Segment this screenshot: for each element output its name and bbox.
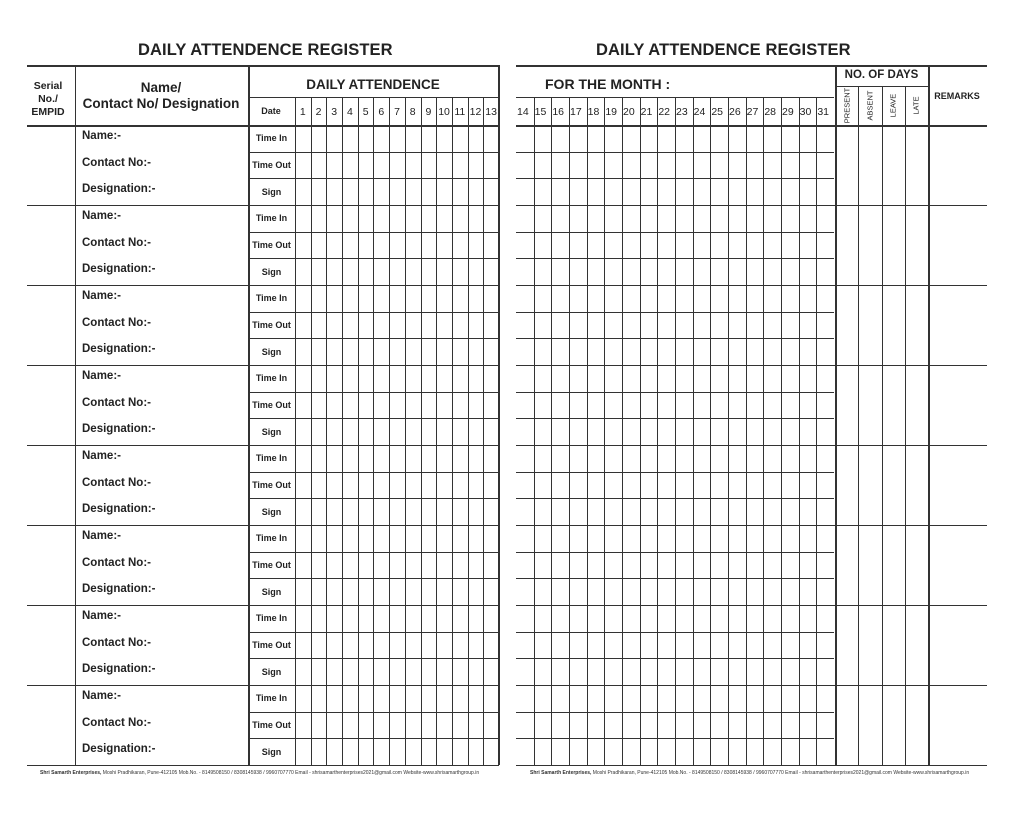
day-header-28: 28 (764, 106, 776, 118)
sub-row-line (516, 472, 834, 473)
day-header-1: 1 (299, 106, 306, 118)
day-column-line (405, 97, 406, 765)
employee-block-border (516, 445, 987, 446)
time-out-label: Time Out (252, 400, 291, 410)
sub-row-line (516, 738, 834, 739)
day-column-line (675, 97, 676, 765)
time-in-label: Time In (255, 613, 288, 624)
day-column-line (421, 97, 422, 765)
designation-field-label: Designation:- (82, 583, 156, 596)
right-footer-company: Shri Samarth Enterprises, (530, 770, 592, 776)
sub-row-line (248, 658, 499, 659)
employee-block-border (27, 445, 499, 446)
day-column-line (728, 97, 729, 765)
contact-field-label: Contact No:- (82, 716, 151, 729)
summary-left-border (835, 65, 837, 765)
month-label: FOR THE MONTH : (545, 76, 671, 92)
day-header-25: 25 (711, 106, 723, 118)
employee-block-border (516, 365, 987, 366)
name-column-divider (248, 65, 250, 765)
employee-block-border (516, 205, 987, 206)
day-header-9: 9 (425, 106, 432, 118)
left-page-title: DAILY ATTENDENCE REGISTER (138, 41, 393, 59)
contact-field-label: Contact No:- (82, 316, 151, 329)
left-footer-company: Shri Samarth Enterprises, (40, 770, 102, 776)
sub-row-line (516, 632, 834, 633)
contact-field-label: Contact No:- (82, 476, 151, 489)
time-in-label: Time In (255, 373, 288, 384)
day-header-5: 5 (362, 106, 369, 118)
employee-block-border (27, 285, 499, 286)
time-in-label: Time In (255, 693, 288, 704)
sub-row-line (516, 392, 834, 393)
sign-label: Sign (261, 426, 282, 437)
day-column-line (358, 97, 359, 765)
left-footer-text: Moshi Pradhikaran, Pune-412105 Mob.No. - 8149508150 / 8308145938 / 9960707770 Email - shrisamarthenterprises2021@gmail.com Website-www.shrisamarthgroup.in (101, 770, 480, 776)
day-column-line (326, 97, 327, 765)
date-header: Date (261, 106, 281, 116)
designation-field-label: Designation:- (82, 423, 156, 436)
day-column-line (551, 97, 552, 765)
date-column-divider (295, 97, 296, 765)
sign-label: Sign (261, 186, 282, 197)
day-column-line (468, 97, 469, 765)
day-column-line (763, 97, 764, 765)
employee-block-border (27, 685, 499, 686)
summary-header-leave: LEAVE (888, 93, 898, 118)
day-column-line (604, 97, 605, 765)
sub-row-line (248, 232, 499, 233)
contact-field-label: Contact No:- (82, 156, 151, 169)
contact-field-label: Contact No:- (82, 396, 151, 409)
contact-field-label: Contact No:- (82, 556, 151, 569)
sub-row-line (248, 552, 499, 553)
name-field-label: Name:- (82, 130, 121, 142)
serial-header-line-3: EMPID (31, 106, 65, 118)
sub-row-line (516, 552, 834, 553)
employee-block-border (27, 205, 499, 206)
time-out-label: Time Out (252, 480, 291, 490)
serial-header-line-1: Serial (33, 80, 63, 92)
name-field-label: Name:- (82, 530, 121, 542)
summary-header-present: PRESENT (842, 87, 852, 124)
day-column-line (746, 97, 747, 765)
day-column-line (710, 97, 711, 765)
day-header-19: 19 (605, 106, 617, 118)
designation-field-label: Designation:- (82, 663, 156, 676)
sub-row-line (248, 152, 499, 153)
day-header-22: 22 (658, 106, 670, 118)
left-body-top-border (27, 125, 499, 127)
sign-label: Sign (261, 346, 282, 357)
designation-field-label: Designation:- (82, 183, 156, 196)
sub-row-line (516, 658, 834, 659)
name-field-label: Name:- (82, 610, 121, 622)
sub-row-line (248, 178, 499, 179)
employee-block-border (27, 365, 499, 366)
sign-label: Sign (261, 586, 282, 597)
day-header-24: 24 (693, 106, 706, 118)
no-of-days-header: NO. OF DAYS (844, 69, 919, 81)
day-header-29: 29 (781, 106, 794, 118)
sub-row-line (248, 738, 499, 739)
sub-row-line (516, 578, 834, 579)
day-header-12: 12 (469, 106, 482, 118)
name-field-label: Name:- (82, 450, 121, 462)
right-table-top-border (516, 65, 987, 67)
day-header-31: 31 (817, 106, 829, 118)
name-header (75, 80, 247, 112)
sub-row-line (248, 712, 499, 713)
summary-column-line (905, 86, 906, 765)
designation-field-label: Designation:- (82, 743, 156, 756)
time-in-label: Time In (255, 453, 288, 464)
time-in-label: Time In (255, 533, 288, 544)
day-header-8: 8 (409, 106, 416, 118)
name-field-label: Name:- (82, 210, 121, 222)
daily-attendance-header: DAILY ATTENDENCE (306, 77, 440, 92)
sub-row-line (516, 312, 834, 313)
day-column-line (816, 97, 817, 765)
day-header-30: 30 (799, 106, 812, 118)
name-header-line-1: Name/ (140, 80, 182, 95)
serial-column-divider (75, 65, 76, 765)
summary-header-absent: ABSENT (865, 90, 875, 121)
sign-label: Sign (261, 266, 282, 277)
day-column-line (534, 97, 535, 765)
day-column-line (373, 97, 374, 765)
day-header-27: 27 (746, 106, 759, 118)
name-field-label: Name:- (82, 370, 121, 382)
serial-header (25, 80, 71, 119)
day-header-14: 14 (516, 106, 529, 118)
time-out-label: Time Out (252, 160, 291, 170)
left-table-top-border (27, 65, 499, 67)
summary-header-late: LATE (911, 96, 921, 115)
time-in-label: Time In (255, 293, 288, 304)
sub-row-line (248, 312, 499, 313)
designation-field-label: Designation:- (82, 503, 156, 516)
remarks-left-border (928, 65, 930, 765)
remarks-header: REMARKS (934, 91, 980, 101)
contact-field-label: Contact No:- (82, 236, 151, 249)
sub-row-line (516, 712, 834, 713)
sub-row-line (248, 472, 499, 473)
employee-block-border (27, 605, 499, 606)
serial-header-line-2: No./ (38, 93, 58, 105)
day-header-4: 4 (346, 106, 353, 118)
day-header-3: 3 (331, 106, 338, 118)
day-column-line (342, 97, 343, 765)
employee-block-border (516, 285, 987, 286)
summary-column-line (882, 86, 883, 765)
time-in-label: Time In (255, 133, 288, 144)
time-out-label: Time Out (252, 320, 291, 330)
sub-row-line (516, 152, 834, 153)
summary-column-line (858, 86, 859, 765)
sub-row-line (248, 632, 499, 633)
day-column-line (452, 97, 453, 765)
sub-row-line (516, 338, 834, 339)
day-header-21: 21 (640, 106, 653, 118)
day-header-6: 6 (378, 106, 385, 118)
day-column-line (657, 97, 658, 765)
name-field-label: Name:- (82, 690, 121, 702)
time-out-label: Time Out (252, 240, 291, 250)
sub-row-line (516, 178, 834, 179)
right-footer-text: Moshi Pradhikaran, Pune-412105 Mob.No. - 8149508150 / 8308145938 / 9960707770 Email - shrisamarthenterprises2021@gmail.com Website-www.shrisamarthgroup.in (591, 770, 970, 776)
day-header-20: 20 (622, 106, 635, 118)
sub-row-line (248, 578, 499, 579)
day-header-23: 23 (675, 106, 688, 118)
sign-label: Sign (261, 666, 282, 677)
time-out-label: Time Out (252, 720, 291, 730)
sub-row-line (248, 498, 499, 499)
name-header-line-2: Contact No/ Designation (82, 96, 240, 111)
day-header-15: 15 (534, 106, 547, 118)
day-header-13: 13 (485, 106, 497, 118)
sub-row-line (516, 418, 834, 419)
day-column-line (587, 97, 588, 765)
day-header-26: 26 (728, 106, 741, 118)
sub-row-line (516, 258, 834, 259)
day-header-16: 16 (552, 106, 564, 118)
day-column-line (483, 97, 484, 765)
sub-row-line (516, 498, 834, 499)
day-header-18: 18 (587, 106, 600, 118)
employee-block-border (516, 685, 987, 686)
day-column-line (569, 97, 570, 765)
left-footer (40, 770, 479, 776)
employee-block-border (516, 765, 987, 766)
employee-block-border (516, 605, 987, 606)
sign-label: Sign (261, 746, 282, 757)
day-header-11: 11 (454, 106, 466, 118)
time-out-label: Time Out (252, 640, 291, 650)
day-column-line (781, 97, 782, 765)
left-table-right-border (498, 65, 500, 765)
sub-row-line (248, 418, 499, 419)
right-page-title: DAILY ATTENDENCE REGISTER (596, 41, 851, 59)
employee-block-border (27, 525, 499, 526)
day-header-2: 2 (315, 106, 322, 118)
day-column-line (436, 97, 437, 765)
time-out-label: Time Out (252, 560, 291, 570)
employee-block-border (516, 525, 987, 526)
day-header-17: 17 (569, 106, 582, 118)
time-in-label: Time In (255, 213, 288, 224)
sub-row-line (248, 258, 499, 259)
day-column-line (640, 97, 641, 765)
right-footer (530, 770, 969, 776)
day-header-10: 10 (438, 106, 450, 118)
sign-label: Sign (261, 506, 282, 517)
contact-field-label: Contact No:- (82, 636, 151, 649)
name-field-label: Name:- (82, 290, 121, 302)
sub-row-line (516, 232, 834, 233)
sub-row-line (248, 338, 499, 339)
designation-field-label: Designation:- (82, 263, 156, 276)
sub-row-line (248, 392, 499, 393)
day-column-line (693, 97, 694, 765)
day-column-line (389, 97, 390, 765)
employee-block-border (27, 765, 499, 766)
day-column-line (799, 97, 800, 765)
designation-field-label: Designation:- (82, 343, 156, 356)
day-column-line (311, 97, 312, 765)
day-header-7: 7 (394, 106, 400, 118)
day-column-line (622, 97, 623, 765)
